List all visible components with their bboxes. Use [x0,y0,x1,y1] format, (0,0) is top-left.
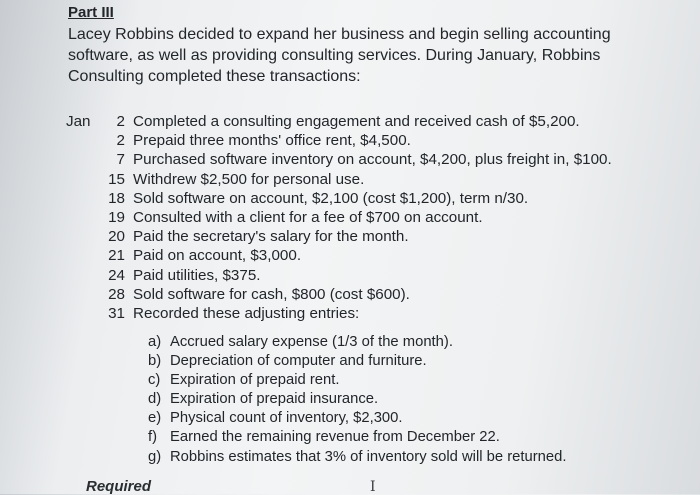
transaction-day: 20 [108,228,125,246]
adjusting-entry [148,352,566,371]
transaction-day: 7 [116,151,125,169]
intro-line: software, as well as providing consulting services. During January, Robbins [68,47,601,64]
transaction-row [0,227,700,246]
transaction-text: Prepaid three months' office rent, $4,500. [133,132,411,150]
adjusting-entry [148,371,566,390]
adjusting-entry [148,409,566,428]
transaction-day: 15 [108,170,125,188]
transaction-text: Paid utilities, $375. [133,266,261,284]
transaction-day: 19 [108,208,125,226]
entry-letter: d) [148,391,162,408]
entry-letter: b) [148,353,162,370]
transaction-text: Paid the secretary's salary for the month. [133,228,409,246]
transaction-text: Recorded these adjusting entries: [133,304,360,322]
entry-letter: c) [148,372,161,389]
intro-line: Lacey Robbins decided to expand her business and begin selling accounting [68,26,611,43]
transaction-day: 24 [108,266,125,284]
transaction-row [0,189,700,208]
transaction-day: 21 [108,247,125,265]
adjusting-entry [148,333,566,352]
transaction-day: 18 [108,189,125,207]
entry-letter: f) [148,429,158,446]
transaction-row [0,131,700,150]
transaction-text: Consulted with a client for a fee of $700 on account. [133,208,483,226]
entry-letter: e) [148,410,162,427]
transaction-day: 2 [116,113,125,130]
transaction-row [0,285,700,304]
entry-text: Depreciation of computer and furniture. [170,353,427,370]
transaction-row [0,170,700,189]
transaction-text: Purchased software inventory on account, $4,200, plus freight in, $100. [133,151,612,169]
transaction-text: Sold software for cash, $800 (cost $600). [133,285,410,303]
adjusting-entry [148,428,566,447]
required-label: Required [86,478,152,495]
intro-paragraph [68,24,678,87]
transaction-row [0,266,700,285]
text-cursor-icon: I [370,479,376,495]
entry-text: Expiration of prepaid insurance. [170,391,379,408]
entry-text: Accrued salary expense (1/3 of the month). [170,334,453,350]
transaction-text: Paid on account, $3,000. [133,247,302,265]
entry-letter: a) [148,334,162,350]
adjusting-entry [148,390,566,409]
transaction-row [0,150,700,169]
intro-line: Consulting completed these transactions: [68,68,361,85]
entry-text: Physical count of inventory, $2,300. [170,410,403,427]
transaction-day: 28 [108,285,125,303]
entry-text: Expiration of prepaid rent. [170,372,340,389]
entry-text: Robbins estimates that 3% of inventory sold will be returned. [170,448,567,465]
transaction-text: Completed a consulting engagement and received cash of $5,200. [133,113,580,130]
transaction-text: Sold software on account, $2,100 (cost $1,200), term n/30. [133,189,529,207]
transaction-row [0,304,700,323]
transaction-row [0,246,700,265]
transaction-text: Withdrew $2,500 for personal use. [133,170,365,188]
entry-text: Earned the remaining revenue from December 22. [170,429,500,446]
transaction-list [0,112,700,323]
transaction-row [0,208,700,227]
entry-letter: g) [148,448,162,465]
adjusting-entry [148,448,566,467]
transaction-row [0,112,700,131]
transaction-day: 2 [116,132,125,150]
part-heading: Part III [68,4,114,21]
adjusting-entries-list [148,333,566,467]
transaction-day: 31 [108,304,125,322]
month-label: Jan [66,113,91,130]
